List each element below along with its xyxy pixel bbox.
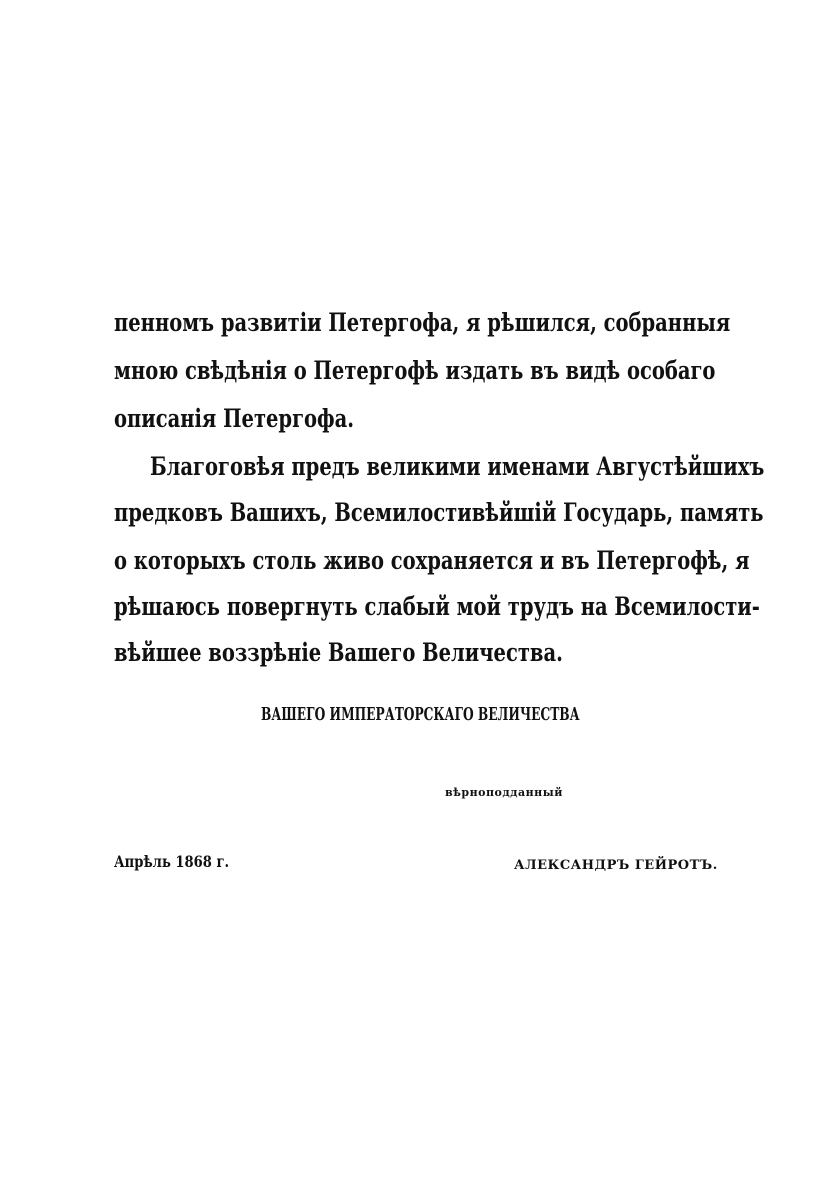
text-line-4: Благоговѣя предъ великими именами Августѣйшихъ (150, 452, 765, 481)
text-line-6: о которыхъ столь живо сохраняется и въ Петергофѣ, я (114, 546, 750, 575)
text-line-3: описанія Петергофа. (114, 404, 355, 433)
subscript-text: вѣрноподданный (445, 786, 563, 799)
date-text: Апрѣль 1868 г. (114, 852, 230, 871)
text-line-2: мною свѣдѣнія о Петергофѣ издать въ видѣ особаго (114, 356, 716, 385)
text-line-8: вѣйшее воззрѣніе Вашего Величества. (114, 638, 563, 667)
author-signature: АЛЕКСАНДРЪ ГЕЙРОТЪ. (514, 858, 718, 873)
text-line-5: предковъ Вашихъ, Всемилостивѣйшій Государь, память (114, 498, 764, 527)
text-line-1: пенномъ развитіи Петергофа, я рѣшился, собранныя (114, 308, 731, 337)
dedication-line (0, 704, 840, 725)
dedication-text: ВАШЕГО ИМПЕРАТОРСКАГО ВЕЛИЧЕСТВА (260, 704, 580, 725)
text-line-7: рѣшаюсь повергнуть слабый мой трудъ на Всемилости- (114, 592, 760, 621)
